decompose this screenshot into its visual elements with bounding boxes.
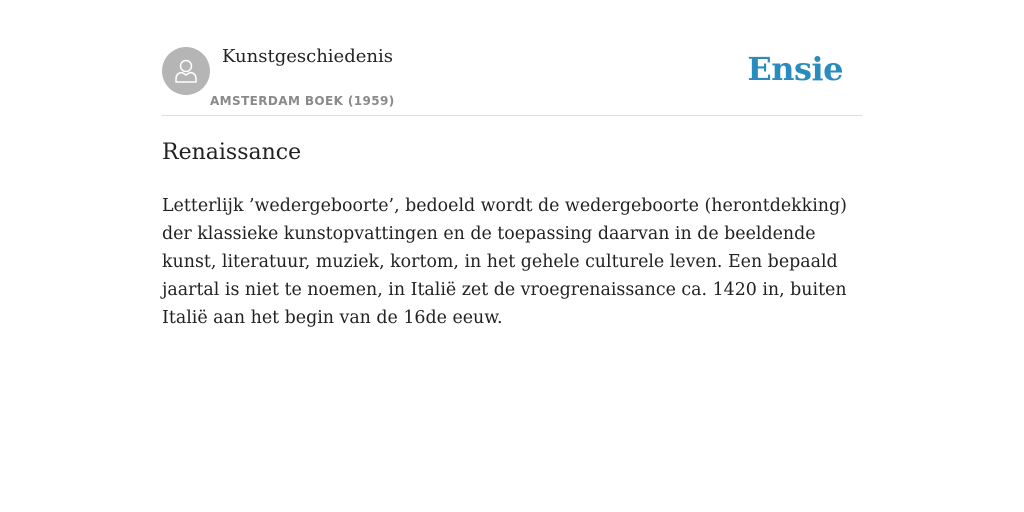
ensie-logo[interactable]: Ensie bbox=[747, 50, 843, 88]
author-avatar[interactable] bbox=[162, 47, 210, 95]
user-avatar-icon bbox=[171, 56, 201, 86]
article-container bbox=[162, 0, 862, 328]
article-body: Letterlijk ’wedergeboorte’, bedoeld wordt de wedergeboorte (herontdekking) der klassieke kunstopvattingen en de toepassing daarvan in de beeldende kunst, literatuur, muziek, kortom, in het gehele culturele leven. Een bepaald jaartal is niet te noemen, in Italië zet de vroegrenaissance ca. 1420 in, buiten Italië aan het begin van de 16de eeuw. bbox=[162, 196, 847, 328]
article-header bbox=[162, 0, 862, 116]
source-link[interactable]: AMSTERDAM BOEK (1959) bbox=[210, 94, 395, 108]
category-link[interactable]: Kunstgeschiedenis bbox=[222, 46, 393, 67]
article-title: Renaissance bbox=[162, 140, 302, 165]
